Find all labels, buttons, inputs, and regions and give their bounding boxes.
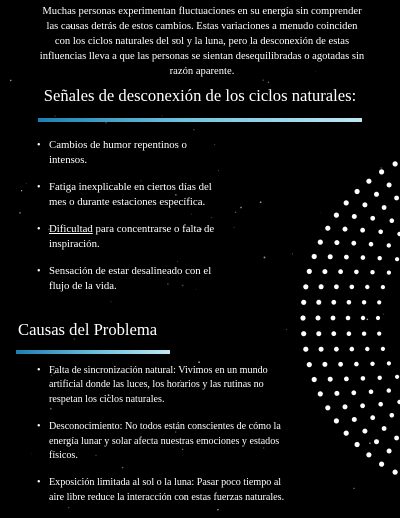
bullet-icon: • (37, 266, 41, 277)
cause-item (37, 476, 292, 505)
signal-item-text: Fatiga inexplicable en ciertos días del mes o durante estaciones específica. (49, 181, 212, 208)
bullet-icon: • (37, 421, 41, 433)
signal-item (37, 138, 222, 168)
bullet-icon: • (37, 477, 41, 489)
bullet-icon: • (37, 365, 41, 376)
cause-term: Falta de sincronización natural: (49, 365, 176, 376)
signal-item (37, 180, 222, 210)
causes-list (37, 364, 292, 518)
signal-item (37, 264, 222, 294)
signal-item-text: Cambios de humor repentinos o intensos. (49, 139, 187, 166)
cause-description: Vivimos en un mundo artificial donde las luces, los horarios y las rutinas no respetan los ciclos naturales. (49, 365, 268, 405)
cause-description: Pasar poco tiempo al aire libre reduce la interacción con estas fuerzas naturales. (49, 477, 285, 503)
cause-item (37, 364, 292, 407)
signals-heading-underline-bar (38, 118, 362, 122)
signal-item-underlined-word: Dificultad (49, 223, 93, 235)
causes-heading-underline-bar (16, 350, 170, 354)
bullet-icon: • (37, 224, 41, 235)
bullet-icon: • (37, 182, 41, 193)
signal-item (37, 222, 222, 252)
signals-list (37, 138, 222, 306)
cause-description: No todos están conscientes de cómo la energía lunar y solar afecta nuestras emociones y estados físicos. (49, 421, 281, 462)
cause-term: Exposición limitada al sol o la luna: (49, 477, 195, 489)
signal-item-text-after: para concentrarse o falta de inspiración. (49, 223, 215, 250)
signals-heading: Señales de desconexión de los ciclos naturales: (43, 86, 357, 105)
cause-item (37, 420, 292, 463)
causes-heading: Causas del Problema (18, 320, 158, 339)
cause-term: Desconocimiento: (49, 421, 123, 433)
intro-paragraph: Muchas personas experimentan fluctuaciones en su energía sin comprender las causas detrás de estos cambios. Estas variaciones a menudo coinciden con los ciclos naturales del sol y la luna, pero la desconexión de estas influencias lleva a que las personas se sientan desequilibradas o agotadas sin razón aparente. (39, 6, 365, 77)
signal-item-text: Sensación de estar desalineado con el flujo de la vida. (49, 265, 212, 292)
bullet-icon: • (37, 140, 41, 151)
